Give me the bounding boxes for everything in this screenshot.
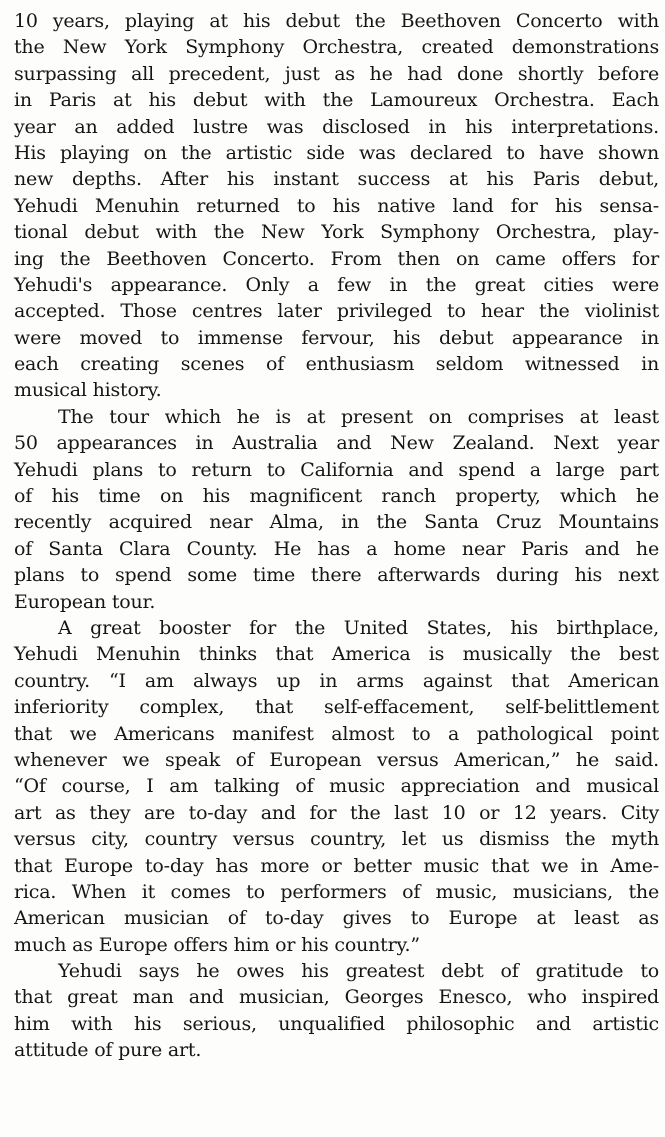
article-body xyxy=(14,8,659,1064)
text-line: new depths. After his instant success at his Paris debut, xyxy=(14,168,659,191)
text-line: inferiority complex, that self-effacement, self-belittlement xyxy=(14,696,659,719)
paragraph-1 xyxy=(14,8,659,404)
text-line: were moved to immense fervour, his debut appearance in xyxy=(14,326,659,349)
paragraph-3 xyxy=(14,615,659,958)
text-line: surpassing all precedent, just as he had done shortly before xyxy=(14,62,659,85)
text-line: of his time on his magnificent ranch property, which he xyxy=(14,485,659,508)
text-line: that Europe to-day has more or better music that we in Ame- xyxy=(14,854,659,877)
text-line: rica. When it comes to performers of music, musicians, the xyxy=(14,880,659,903)
text-line: Yehudi Menuhin returned to his native land for his sensa- xyxy=(14,194,659,217)
text-line: that we Americans manifest almost to a pathological point xyxy=(14,722,659,745)
text-line: much as Europe offers him or his country.” xyxy=(14,933,420,956)
text-line: that great man and musician, Georges Enesco, who inspired xyxy=(14,986,659,1009)
text-line: the New York Symphony Orchestra, created demonstrations xyxy=(14,36,659,59)
text-line: musical history. xyxy=(14,379,162,402)
text-line: country. “I am always up in arms against that American xyxy=(14,669,659,692)
text-line: “Of course, I am talking of music appreciation and musical xyxy=(14,775,659,798)
text-line: 10 years, playing at his debut the Beethoven Concerto with xyxy=(14,10,659,32)
text-line: him with his serious, unqualified philosophic and artistic xyxy=(14,1012,659,1035)
paragraph-4 xyxy=(14,958,659,1064)
text-line: Yehudi says he owes his greatest debt of gratitude to xyxy=(58,960,659,983)
text-line: European tour. xyxy=(14,590,156,613)
text-line: art as they are to-day and for the last 10 or 12 years. City xyxy=(14,801,659,824)
text-line: whenever we speak of European versus American,” he said. xyxy=(14,748,659,771)
text-line: accepted. Those centres later privileged to hear the violinist xyxy=(14,300,659,323)
text-line: each creating scenes of enthusiasm seldom witnessed in xyxy=(14,353,659,376)
text-line: Yehudi Menuhin thinks that America is musically the best xyxy=(14,643,659,666)
text-line: year an added lustre was disclosed in his interpretations. xyxy=(14,115,659,138)
text-line: recently acquired near Alma, in the Santa Cruz Mountains xyxy=(14,511,659,534)
text-line: Yehudi's appearance. Only a few in the great cities were xyxy=(14,273,659,296)
paragraph-2 xyxy=(14,404,659,615)
text-line: versus city, country versus country, let us dismiss the myth xyxy=(14,828,659,851)
text-line: A great booster for the United States, his birthplace, xyxy=(58,616,659,639)
text-line: 50 appearances in Australia and New Zealand. Next year xyxy=(14,432,659,455)
text-line: tional debut with the New York Symphony Orchestra, play- xyxy=(14,221,659,244)
text-line: attitude of pure art. xyxy=(14,1039,202,1062)
text-line: ing the Beethoven Concerto. From then on came offers for xyxy=(14,247,659,270)
text-line: His playing on the artistic side was declared to have shown xyxy=(14,141,659,164)
text-line: plans to spend some time there afterwards during his next xyxy=(14,564,659,587)
text-line: The tour which he is at present on comprises at least xyxy=(58,405,659,428)
text-line: of Santa Clara County. He has a home near Paris and he xyxy=(14,537,659,560)
text-line: American musician of to-day gives to Europe at least as xyxy=(14,907,659,930)
text-line: Yehudi plans to return to California and spend a large part xyxy=(14,458,659,481)
text-line: in Paris at his debut with the Lamoureux Orchestra. Each xyxy=(14,89,659,112)
